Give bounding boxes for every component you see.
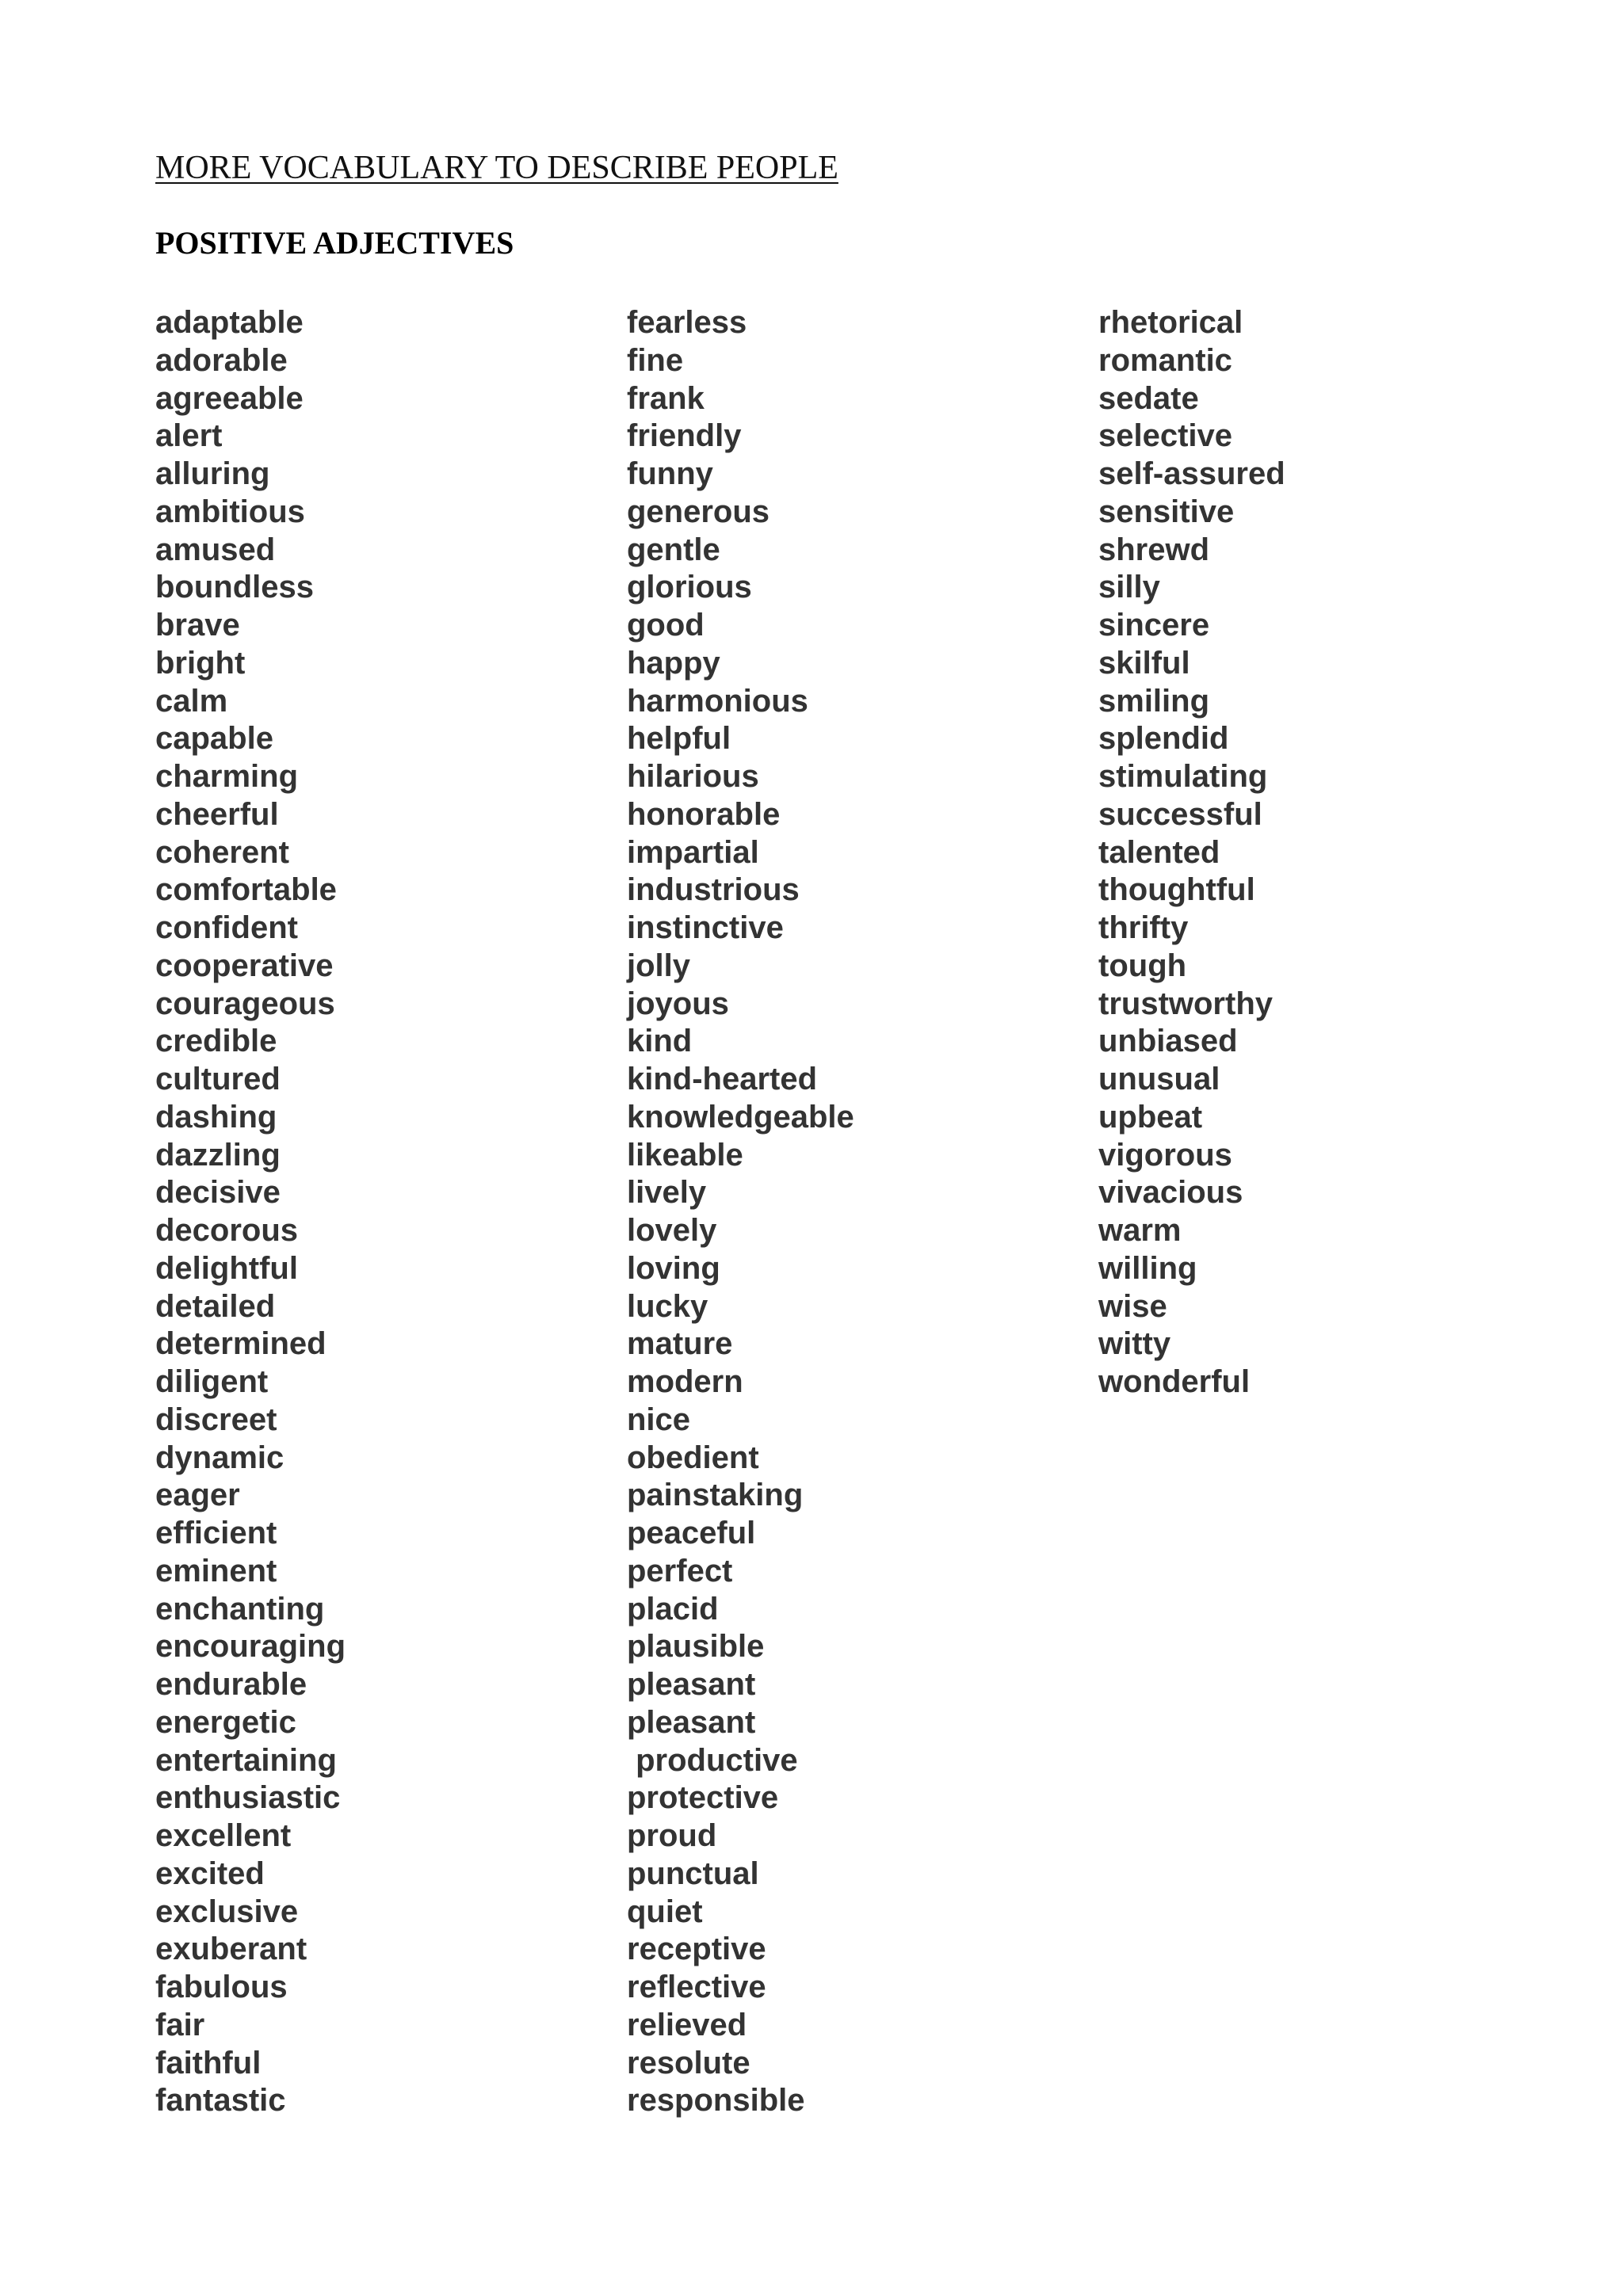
adjective-list-item: knowledgeable	[627, 1099, 854, 1135]
adjective-list-item: splendid	[1098, 721, 1229, 757]
adjective-list-item: warm	[1098, 1213, 1182, 1248]
adjective-list-item: friendly	[627, 418, 742, 454]
adjective-list-item: relieved	[627, 2007, 747, 2042]
adjective-list-item: smiling	[1098, 683, 1210, 719]
adjective-list-item: pleasant	[627, 1704, 756, 1740]
adjective-list-item: punctual	[627, 1855, 759, 1891]
adjective-list-item: responsible	[627, 2083, 805, 2119]
adjective-list-item: delightful	[155, 1250, 298, 1286]
adjective-list-item: ambitious	[155, 494, 305, 529]
adjective-list-item: thoughtful	[1098, 872, 1255, 908]
adjective-list-item: productive	[627, 1742, 798, 1778]
adjective-list-item: alert	[155, 418, 223, 454]
adjective-list-item: comfortable	[155, 872, 337, 908]
adjective-list-item: dashing	[155, 1099, 277, 1135]
adjective-list-item: pleasant	[627, 1667, 756, 1702]
adjective-list-item: vivacious	[1098, 1175, 1243, 1211]
adjective-list-item: exuberant	[155, 1932, 307, 1967]
document-title: MORE VOCABULARY TO DESCRIBE PEOPLE	[155, 150, 838, 186]
adjective-list-item: kind	[627, 1024, 693, 1059]
adjective-list-item: unbiased	[1098, 1024, 1238, 1059]
adjective-list-item: wise	[1098, 1288, 1167, 1324]
adjective-list-item: courageous	[155, 986, 335, 1021]
adjective-list-item: good	[627, 608, 705, 643]
adjective-list-item: determined	[155, 1326, 327, 1362]
adjective-list-item: discreet	[155, 1402, 277, 1437]
adjective-list-item: calm	[155, 683, 228, 719]
adjective-list-item: joyous	[627, 986, 729, 1021]
adjective-list-item: cheerful	[155, 796, 279, 832]
adjective-list-item: cultured	[155, 1062, 281, 1097]
adjective-list-item: selective	[1098, 418, 1233, 454]
adjective-list-item: excited	[155, 1855, 265, 1891]
adjective-list-item: wonderful	[1098, 1364, 1251, 1399]
adjective-list-item: lucky	[627, 1288, 708, 1324]
adjective-list-item: self-assured	[1098, 456, 1285, 491]
adjective-list-item: romantic	[1098, 342, 1232, 378]
adjective-list-item: exclusive	[155, 1894, 299, 1929]
adjective-list-item: trustworthy	[1098, 986, 1273, 1021]
adjective-list-item: shrewd	[1098, 532, 1210, 567]
adjective-list-item: likeable	[627, 1137, 743, 1173]
adjective-list-item: eminent	[155, 1553, 277, 1589]
adjective-list-item: cooperative	[155, 948, 334, 983]
adjective-list-item: enchanting	[155, 1591, 325, 1627]
adjective-list-item: bright	[155, 645, 246, 681]
adjective-list-item: honorable	[627, 796, 781, 832]
adjective-list-item: encouraging	[155, 1629, 346, 1665]
adjective-list-item: hilarious	[627, 759, 759, 794]
adjective-list-item: fantastic	[155, 2083, 286, 2119]
adjective-list-item: brave	[155, 608, 240, 643]
adjective-list-item: endurable	[155, 1667, 307, 1702]
adjective-list-item: talented	[1098, 834, 1220, 870]
adjective-list-item: witty	[1098, 1326, 1171, 1362]
adjective-list-item: entertaining	[155, 1742, 337, 1778]
adjective-list-item: glorious	[627, 570, 752, 605]
adjective-list-item: detailed	[155, 1288, 276, 1324]
adjective-list-item: successful	[1098, 796, 1262, 832]
adjective-list-item: sincere	[1098, 608, 1210, 643]
adjective-list-item: obedient	[627, 1440, 759, 1475]
adjective-list-item: decisive	[155, 1175, 281, 1211]
adjective-list-item: funny	[627, 456, 713, 491]
adjective-list-item: harmonious	[627, 683, 808, 719]
word-column-2	[627, 304, 854, 2120]
adjective-list-item: reflective	[627, 1970, 766, 2004]
adjective-list-item: faithful	[155, 2045, 262, 2081]
adjective-list-item: mature	[627, 1326, 733, 1362]
adjective-list-item: receptive	[627, 1932, 766, 1967]
adjective-list-item: skilful	[1098, 645, 1190, 681]
adjective-list-item: plausible	[627, 1629, 765, 1665]
section-heading: POSITIVE ADJECTIVES	[155, 225, 514, 261]
adjective-list-item: unusual	[1098, 1062, 1220, 1097]
adjective-list-item: stimulating	[1098, 759, 1268, 794]
adjective-list-item: eager	[155, 1478, 240, 1513]
adjective-list-item: nice	[627, 1402, 691, 1437]
adjective-list-item: credible	[155, 1024, 277, 1059]
word-column-1	[155, 304, 346, 2120]
adjective-list-item: efficient	[155, 1516, 277, 1550]
adjective-list-item: capable	[155, 721, 273, 757]
adjective-list-item: resolute	[627, 2045, 750, 2081]
adjective-list-item: dazzling	[155, 1137, 281, 1173]
adjective-list-item: lovely	[627, 1213, 717, 1248]
adjective-list-item: fair	[155, 2007, 205, 2042]
adjective-list-item: sedate	[1098, 380, 1199, 416]
adjective-list-item: agreeable	[155, 380, 304, 416]
adjective-list-item: thrifty	[1098, 910, 1189, 945]
adjective-list-item: adorable	[155, 342, 288, 378]
adjective-list-item: generous	[627, 494, 770, 529]
adjective-list-item: perfect	[627, 1553, 733, 1589]
adjective-list-item: boundless	[155, 570, 315, 605]
adjective-list-item: impartial	[627, 834, 759, 870]
adjective-list-item: protective	[627, 1780, 779, 1816]
adjective-list-item: fabulous	[155, 1970, 288, 2004]
adjective-list-item: fearless	[627, 305, 747, 340]
adjective-list-item: tough	[1098, 948, 1187, 983]
adjective-list-item: rhetorical	[1098, 305, 1243, 340]
adjective-list-item: vigorous	[1098, 1137, 1232, 1173]
adjective-list-item: willing	[1098, 1250, 1197, 1286]
adjective-list-item: decorous	[155, 1213, 299, 1248]
adjective-list-item: dynamic	[155, 1440, 285, 1475]
adjective-list-item: excellent	[155, 1818, 292, 1853]
adjective-list-item: frank	[627, 380, 705, 416]
adjective-list-item: kind-hearted	[627, 1062, 818, 1097]
adjective-list-item: helpful	[627, 721, 731, 757]
adjective-list-item: peaceful	[627, 1516, 756, 1550]
word-column-3	[1098, 304, 1285, 1402]
adjective-list-item: enthusiastic	[155, 1780, 341, 1816]
adjective-list-item: painstaking	[627, 1478, 804, 1513]
adjective-list-item: upbeat	[1098, 1099, 1203, 1135]
adjective-list-item: alluring	[155, 456, 270, 491]
adjective-list-item: coherent	[155, 834, 289, 870]
adjective-list-item: fine	[627, 342, 684, 378]
adjective-list-item: sensitive	[1098, 494, 1235, 529]
adjective-list-item: happy	[627, 645, 720, 681]
adjective-list-item: adaptable	[155, 305, 304, 340]
adjective-list-item: gentle	[627, 532, 720, 567]
adjective-list-item: charming	[155, 759, 299, 794]
adjective-list-item: confident	[155, 910, 298, 945]
adjective-list-item: placid	[627, 1591, 719, 1627]
adjective-list-item: diligent	[155, 1364, 269, 1399]
adjective-list-item: lively	[627, 1175, 707, 1211]
adjective-list-item: jolly	[627, 948, 691, 983]
adjective-list-item: modern	[627, 1364, 743, 1399]
adjective-list-item: instinctive	[627, 910, 784, 945]
adjective-list-item: loving	[627, 1250, 720, 1286]
adjective-list-item: silly	[1098, 570, 1160, 605]
adjective-list-item: quiet	[627, 1894, 703, 1929]
adjective-list-item: amused	[155, 532, 276, 567]
adjective-list-item: energetic	[155, 1704, 296, 1740]
adjective-list-item: proud	[627, 1818, 717, 1853]
adjective-list-item: industrious	[627, 872, 800, 908]
